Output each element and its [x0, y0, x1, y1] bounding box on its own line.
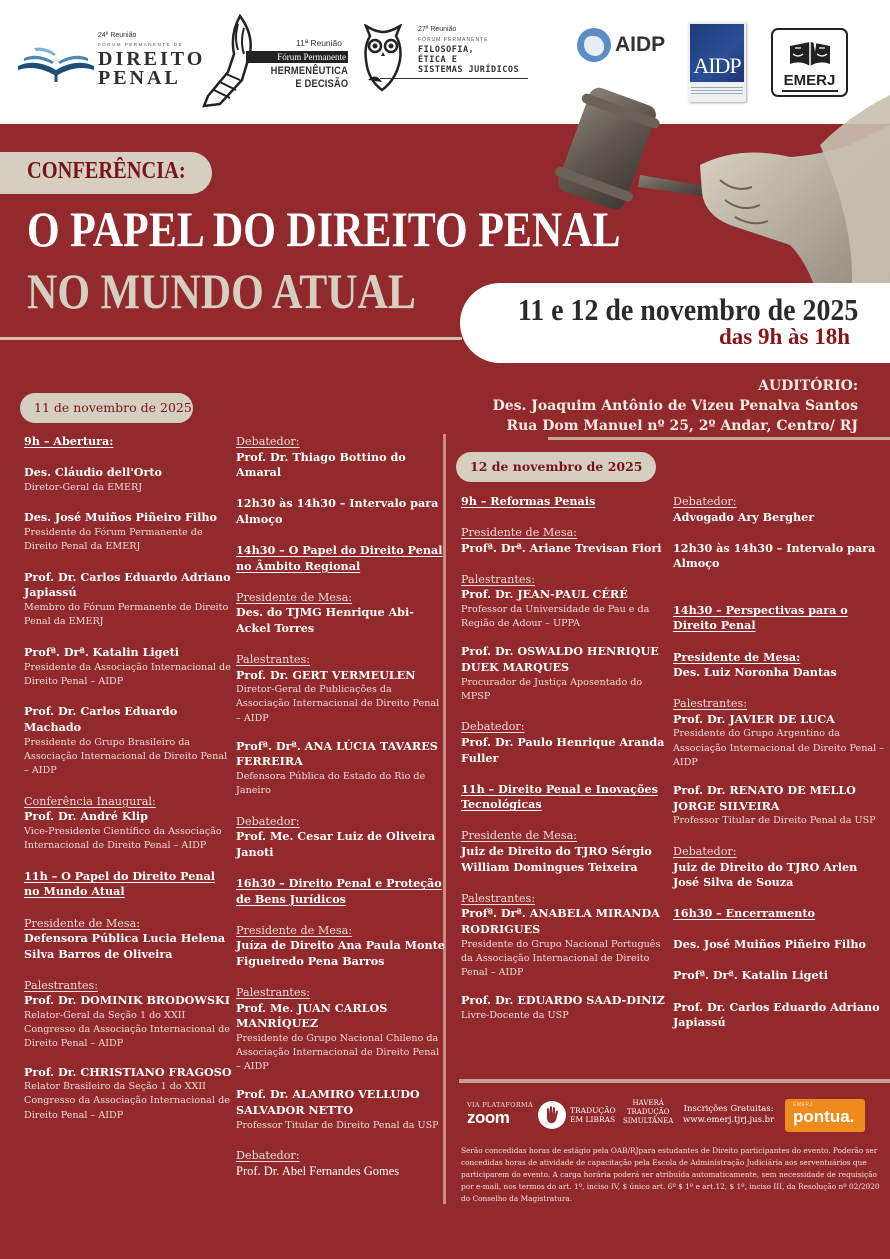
section-label: Debatedor:: [673, 495, 737, 508]
speaker: [236, 668, 446, 726]
speaker-name: Des. Cláudio dell'Orto: [24, 465, 163, 480]
logo-aidp-brasil: [577, 27, 672, 63]
section-label: Presidente de Mesa:: [673, 649, 801, 664]
speakers-group: [236, 985, 446, 1133]
speaker: [236, 1001, 446, 1075]
speakers-group: [673, 696, 885, 828]
speaker: [24, 570, 234, 630]
emerj-text: EMERJ: [783, 72, 836, 89]
debater-name: Prof. Dr. Abel Fernandes Gomes: [236, 1163, 400, 1178]
simul-line1: HAVERÁ: [632, 1099, 664, 1107]
speaker-name: Prof. Dr. ALAMIRO VELLUDO SALVADOR NETTO: [236, 1087, 420, 1118]
section-label: Presidente de Mesa:: [236, 923, 353, 937]
speaker-name: Prof. Dr. GERT VERMEULEN: [236, 667, 416, 682]
fe-meeting: 27ª Reunião: [418, 26, 457, 33]
speaker: [673, 783, 885, 828]
pontua-small: EMERJ: [793, 1102, 813, 1108]
speaker-name: Prof. Dr. OSWALDO HENRIQUE DUEK MARQUES: [461, 644, 659, 674]
speaker-role: Relator-Geral da Seção 1 do XXII Congresso da Associação Internacional de Direito Penal – AIDP: [24, 1010, 230, 1050]
closing-speaker: Prof. Dr. Carlos Eduardo Adriano Japiassú: [673, 999, 880, 1030]
speaker-role: Diretor-Geral de Publicações da Associação Internacional de Direito Penal – AIDP: [236, 684, 440, 724]
chair: [461, 525, 671, 556]
speaker-name: Prof. Dr. Carlos Eduardo Machado: [24, 704, 178, 735]
chair: [673, 650, 885, 681]
chair: [236, 923, 446, 970]
section-label: Presidente de Mesa:: [461, 829, 578, 843]
globe-icon: [577, 28, 611, 62]
event-hours: das 9h às 18h: [718, 324, 850, 349]
speaker-role: Presidente do Grupo Argentino da Associação Internacional de Direito Penal – AIDP: [673, 728, 885, 768]
sign-language-icon: [538, 1101, 566, 1129]
section-label: Palestrantes:: [236, 652, 310, 666]
session-time: 9h – Abertura:: [24, 434, 114, 448]
session-time: 14h30 – O Papel do Direito Penal no Âmbito Regional: [236, 542, 443, 573]
speaker-role: Defensora Pública do Estado do Rio de Janeiro: [236, 770, 426, 797]
speaker-role: Relator Brasileiro da Seção 1 do XXII Congresso da Associação Internacional de Direito Penal – AIDP: [24, 1081, 230, 1121]
logo-filosofia: [360, 24, 530, 99]
speaker-name: Prof. Me. JUAN CARLOS MANRÍQUEZ: [236, 1000, 388, 1031]
debater: [236, 434, 446, 481]
speaker-role: Vice-Presidente Científico da Associação Internacional de Direito Penal – AIDP: [24, 825, 222, 852]
dp-line2: PENAL: [98, 67, 181, 89]
speaker-role: Professor Titular de Direito Penal da USP: [236, 1119, 439, 1131]
speaker-name: Prof. Dr. André Klip: [24, 809, 148, 824]
libras-line1: TRADUÇÃO: [570, 1106, 616, 1115]
speakers-group: [24, 978, 234, 1123]
section-label: Debatedor:: [236, 1149, 300, 1163]
day2-column2: [673, 494, 885, 1046]
speaker-role: Professor da Universidade de Pau e da Região de Adour – UPPA: [461, 603, 650, 630]
debater-name: Prof. Me. Cesar Luiz de Oliveira Janoti: [236, 829, 436, 860]
closing-speaker: Des. José Muiños Piñeiro Filho: [673, 937, 866, 952]
chair: [461, 828, 671, 875]
section-label: Presidente de Mesa:: [24, 916, 141, 930]
speaker: [24, 704, 234, 778]
simul-line2: TRADUÇÃO: [626, 1107, 670, 1116]
logo-hermeneutica: [200, 14, 360, 109]
speaker-role: Presidente do Fórum Permanente de Direito Penal da EMERJ: [24, 526, 203, 553]
speaker: [461, 587, 671, 631]
simul-line3: SIMULTÂNEA: [623, 1116, 674, 1125]
speaker-name: Profª. Drª. ANABELA MIRANDA RODRIGUES: [461, 906, 660, 936]
speaker-role: Procurador de Justiça Aposentado do MPSP: [461, 676, 643, 702]
owl-icon: [360, 24, 406, 96]
registration-info: [683, 1104, 774, 1126]
speaker-role: Diretor-Geral da EMERJ: [24, 481, 143, 493]
speaker-name: Prof. Dr. DOMINIK BRODOWSKI: [24, 993, 231, 1008]
chair: [236, 590, 446, 637]
libras-text: [570, 1106, 616, 1124]
speaker-name: Prof. Dr. CHRISTIANO FRAGOSO: [24, 1064, 232, 1079]
hd-forum: Fórum Permanente: [246, 51, 348, 63]
event-dates: 11 e 12 de novembro de 2025: [517, 292, 858, 327]
fe-underline: [380, 78, 528, 79]
speaker-name: Prof. Dr. Carlos Eduardo Adriano Japiassú: [24, 569, 231, 600]
inaugural-conference: [24, 794, 234, 854]
speaker-role: Presidente do Grupo Brasileiro da Associação Internacional de Direito Penal – AIDP: [24, 736, 228, 777]
debater: [461, 719, 671, 766]
speaker-role: Professor Titular de Direito Penal da USP: [673, 815, 876, 827]
chair-name: Defensora Pública Lucia Helena Silva Barros de Oliveira: [24, 931, 226, 961]
speaker-name: Prof. Dr. JAVIER DE LUCA: [673, 711, 835, 726]
venue-label: AUDITÓRIO:: [758, 378, 858, 394]
dp-forum: FÓRUM PERMANENTE DE: [98, 42, 184, 47]
speaker: [24, 645, 234, 689]
section-label: Presidente de Mesa:: [461, 526, 578, 540]
debater: [673, 844, 885, 891]
pontua-logo: pontua.: [793, 1107, 855, 1126]
session-time: 9h – Reformas Penais: [461, 494, 596, 508]
session-time: 16h30 – Encerramento: [673, 906, 816, 921]
lunch-break: 12h30 às 14h30 – Intervalo para Almoço: [673, 540, 876, 571]
speaker: [24, 993, 234, 1051]
speaker: [24, 465, 234, 495]
closing-speaker: Profª. Drª. Katalin Ligeti: [673, 968, 829, 983]
chair-name: Des. Luiz Noronha Dantas: [673, 665, 837, 680]
page-title-line1: O PAPEL DO DIREITO PENAL: [27, 201, 621, 257]
conference-kicker-pill: [0, 152, 212, 194]
speakers-group: [461, 891, 671, 1023]
speaker: [236, 739, 446, 799]
session-time: 11h – Direito Penal e Inovações Tecnológicas: [461, 781, 658, 812]
chair-name: Juíza de Direito Ana Paula Monte Figueiredo Pena Barros: [236, 938, 445, 968]
section-label: Debatedor:: [236, 814, 300, 828]
speaker: [673, 712, 885, 770]
section-label: Conferência Inaugural:: [24, 794, 156, 808]
title-divider: [0, 337, 462, 340]
libras-translation: [538, 1101, 618, 1131]
speaker-name: Prof. Dr. JEAN-PAUL CÉRÉ: [461, 587, 628, 602]
speaker-role: Presidente da Associação Internacional de Direito Penal – AIDP: [24, 661, 231, 687]
day1-column1: [24, 434, 234, 1138]
day1-column2: [236, 434, 446, 1195]
libras-line2: EM LIBRAS: [570, 1115, 616, 1124]
speaker-role: Presidente do Grupo Nacional Chileno da Associação Internacional de Direito Penal – AIDP: [236, 1032, 440, 1073]
fe-forum: FÓRUM PERMANENTE: [418, 37, 489, 43]
chair-name: Juiz de Direito do TJRO Sérgio William Domingues Teixeira: [461, 844, 652, 874]
zoom-caption: VIA PLATAFORMA: [467, 1101, 534, 1109]
chair-name: Des. do TJMG Henrique Abi-Ackel Torres: [236, 605, 414, 635]
fe-line3: SISTEMAS JURÍDICOS: [418, 65, 520, 75]
session-time: 14h30 – Perspectivas para o Direito Penal: [673, 602, 848, 633]
day1-label: 11 de novembro de 2025: [20, 393, 193, 423]
footer-info-bar: [465, 1097, 885, 1137]
debater: [236, 814, 446, 861]
aidp-intl-text: AIDP: [693, 53, 741, 78]
debater: [673, 494, 885, 525]
fe-line1: FILOSOFIA,: [418, 45, 475, 55]
page-title-line2: NO MUNDO ATUAL: [27, 263, 416, 319]
speaker-role: Membro do Fórum Permanente de Direito Penal da EMERJ: [24, 602, 229, 628]
zoom-logo: zoom: [467, 1108, 510, 1127]
lunch-break: 12h30 às 14h30 – Intervalo para Almoço: [236, 496, 439, 526]
section-label: Palestrantes:: [461, 572, 535, 586]
venue-address: Rua Dom Manuel nº 25, 2º Andar, Centro/ RJ: [506, 418, 858, 434]
day2-column1: [461, 494, 671, 1038]
hours-disclaimer: Serão concedidas horas de estágio pela OAB/RJpara estudantes de Direito participantes do evento. Poderão ser concedidas horas de atividade de capacitação pela Escola de Administração Judiciária aos serventuários que participarem do evento. A carga horária poderá ser atribuída automaticamente, sem necessidade de requisição por e-mail, nos termos do art. 1º, inciso IV, $ único art. 6º $ 1º e art.12, $ 1º, inciso III, da Resolução nº 02/2020 do Conselho da Magistratura.: [461, 1146, 880, 1203]
speaker-name: Prof. Dr. RENATO DE MELLO JORGE SILVEIRA: [673, 783, 856, 813]
chair: [24, 916, 234, 963]
day2-label: 12 de novembro de 2025: [456, 452, 656, 482]
section-label: Palestrantes:: [461, 891, 535, 905]
debater-name: Prof. Dr. Paulo Henrique Aranda Fuller: [461, 735, 665, 765]
debater-name: Juiz de Direito do TJRO Arlen José Silva de Souza: [673, 859, 858, 890]
logo-direito-penal: [16, 30, 206, 90]
registration-link[interactable]: www.emerj.tjrj.jus.br: [683, 1115, 775, 1125]
speaker-name: Profª. Drª. ANA LÚCIA TAVARES FERREIRA: [236, 738, 438, 769]
speakers-group: [236, 652, 446, 798]
section-label: Debatedor:: [673, 844, 737, 858]
scales-book-icon: [787, 36, 833, 68]
chair-name: Profª. Drª. Ariane Trevisan Fiori: [461, 540, 662, 555]
session-time: 16h30 – Direito Penal e Proteção de Bens Jurídicos: [236, 876, 442, 906]
venue-name: Des. Joaquim Antônio de Vizeu Penalva Santos: [492, 398, 858, 414]
dp-line1: DIREITO: [98, 48, 206, 70]
hd-meeting: 11ª Reunião: [296, 38, 342, 48]
venue-divider: [548, 437, 890, 440]
speaker: [24, 1065, 234, 1123]
registration-label: Inscrições Gratuitas:: [683, 1104, 774, 1114]
zoom-platform: [467, 1101, 534, 1127]
session-time: 11h – O Papel do Direito Penal no Mundo Atual: [24, 868, 215, 899]
section-label: Palestrantes:: [236, 986, 310, 1000]
hd-line1: HERMENÊUTICA: [270, 65, 348, 77]
aidp-brasil-text: AIDP: [615, 33, 666, 56]
section-label: Palestrantes:: [673, 697, 747, 711]
speaker-role: Presidente do Grupo Nacional Português da Associação Internacional de Direito Penal – AIDP: [461, 938, 661, 978]
speakers-group: [461, 572, 671, 704]
venue-block: [493, 376, 858, 436]
conference-kicker: CONFERÊNCIA:: [27, 158, 186, 184]
speaker-name: Profª. Drª. Katalin Ligeti: [24, 644, 180, 659]
debater: [236, 1148, 446, 1179]
debater-name: Advogado Ary Bergher: [673, 509, 815, 524]
fe-line2: ÉTICA E: [418, 55, 458, 65]
speaker: [461, 644, 671, 704]
brazil-map-icon: [584, 36, 604, 56]
speaker: [236, 1087, 446, 1132]
section-label: Presidente de Mesa:: [236, 590, 353, 604]
section-label: Debatedor:: [236, 435, 300, 448]
section-label: Palestrantes:: [24, 978, 98, 992]
emerj-pontua-badge: [785, 1099, 865, 1132]
gavel-hand-illustration: [520, 75, 890, 305]
speaker: [461, 906, 671, 980]
speaker-name: Des. José Muiños Piñeiro Filho: [24, 510, 217, 525]
speaker: [24, 510, 234, 554]
section-label: Debatedor:: [461, 720, 525, 734]
simultaneous-translation: [623, 1099, 673, 1125]
speaker: [461, 993, 671, 1023]
debater-name: Prof. Dr. Thiago Bottino do Amaral: [236, 449, 406, 480]
hd-line2: E DECISÃO: [295, 78, 348, 90]
dp-meeting: 24ª Reunião: [98, 32, 137, 39]
footer-divider: [459, 1079, 890, 1083]
speaker-role: Livre-Docente da USP: [461, 1009, 569, 1021]
speaker-name: Prof. Dr. EDUARDO SAAD-DINIZ: [461, 993, 665, 1008]
open-book-icon: [16, 44, 96, 84]
